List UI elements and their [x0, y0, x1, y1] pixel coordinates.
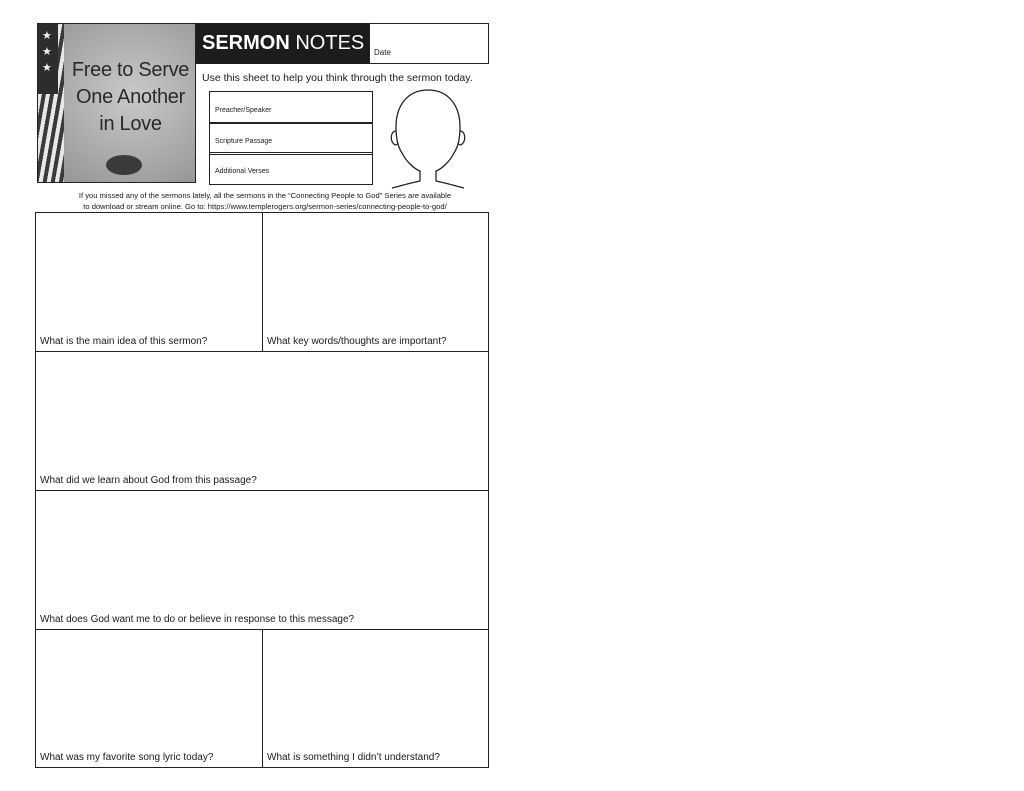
- star-icon: ★: [42, 61, 52, 74]
- title-rest: NOTES: [295, 32, 365, 54]
- instructions-text: Use this sheet to help you think through the sermon today.: [202, 72, 473, 84]
- scripture-field[interactable]: [209, 122, 373, 155]
- preacher-label: Preacher/Speaker: [215, 107, 272, 114]
- response-box[interactable]: [35, 490, 489, 630]
- scripture-label: Scripture Passage: [215, 138, 273, 145]
- star-icon: ★: [42, 45, 52, 58]
- preacher-field[interactable]: [209, 91, 373, 124]
- verses-field[interactable]: [209, 152, 373, 185]
- song-lyric-prompt: What was my favorite song lyric today?: [40, 752, 214, 763]
- sermon-banner-image: [37, 23, 196, 183]
- page-title: [196, 23, 369, 64]
- face-outline-icon: [384, 87, 472, 189]
- banner-line-2: One Another: [75, 86, 185, 108]
- not-understand-prompt: What is something I didn’t understand?: [267, 752, 440, 763]
- banner-line-3: in Love: [99, 113, 162, 135]
- title-bold: SERMON: [202, 32, 290, 54]
- date-label: Date: [374, 48, 391, 57]
- series-note-line-1: If you missed any of the sermons lately, all the sermons in the “Connecting People to God” Series are available: [78, 191, 452, 200]
- series-note-line-2[interactable]: to download or stream online. Go to: https://www.templerogers.org/sermon-series/connecting-people-to-god/: [83, 202, 447, 211]
- banner-text: [64, 57, 196, 138]
- learn-god-box[interactable]: [35, 351, 489, 491]
- banner-line-1: Free to Serve: [71, 59, 190, 81]
- church-logo-icon: [106, 155, 142, 175]
- key-words-prompt: What key words/thoughts are important?: [267, 336, 447, 347]
- series-note: [40, 190, 490, 212]
- song-lyric-box[interactable]: [35, 629, 263, 768]
- flag-star-field: [38, 24, 58, 94]
- not-understand-box[interactable]: [262, 629, 489, 768]
- key-words-box[interactable]: [262, 212, 489, 352]
- learn-god-prompt: What did we learn about God from this passage?: [40, 475, 257, 486]
- verses-label: Additional Verses: [215, 168, 270, 175]
- main-idea-box[interactable]: [35, 212, 263, 352]
- star-icon: ★: [42, 29, 52, 42]
- main-idea-prompt: What is the main idea of this sermon?: [40, 336, 208, 347]
- response-prompt: What does God want me to do or believe in response to this message?: [40, 614, 355, 625]
- date-field[interactable]: [369, 23, 489, 64]
